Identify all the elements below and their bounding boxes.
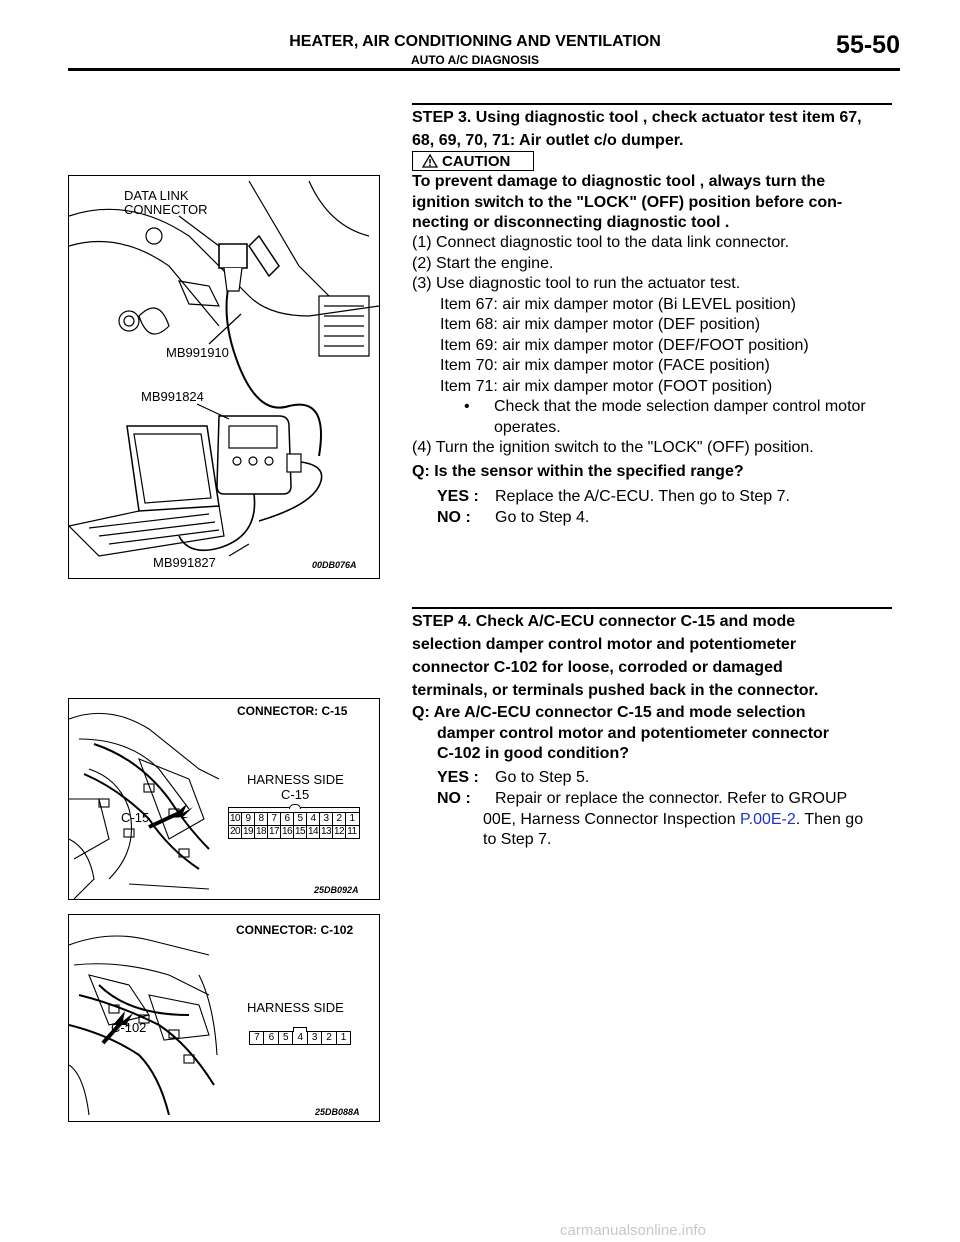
connector-pin: 3 <box>308 1032 322 1044</box>
actuator-item: Item 68: air mix damper motor (DEF position) <box>440 316 761 333</box>
connector-pin: 2 <box>322 1032 336 1044</box>
connector-c15-figure <box>68 698 380 900</box>
connector-pin: 7 <box>268 813 281 825</box>
connector-c102-figure <box>68 914 380 1122</box>
connector-pin: 14 <box>307 826 319 837</box>
no-text: 00E, Harness Connector Inspection <box>483 810 741 828</box>
pin-row <box>228 812 360 825</box>
connector-pin: 15 <box>294 826 306 837</box>
c15-pointer-label: C-15 <box>121 810 150 825</box>
step4-heading-line: STEP 4. Check A/C-ECU connector C-15 and mode <box>412 613 796 630</box>
harness-c15-illustration <box>69 699 219 899</box>
page-number: 55-50 <box>836 31 900 59</box>
c102-pin-grid <box>249 1027 351 1045</box>
figure-code: 25DB088A <box>315 1107 360 1117</box>
connector-c102-title: CONNECTOR: C-102 <box>236 923 354 937</box>
step3-heading <box>412 106 896 152</box>
connector-pin: 6 <box>281 813 294 825</box>
connector-pin: 8 <box>255 813 268 825</box>
actuator-item: Item 67: air mix damper motor (Bi LEVEL position) <box>440 295 796 313</box>
procedure-item: (3) Use diagnostic tool to run the actuator test. <box>412 275 741 292</box>
harness-c102-illustration <box>69 915 219 1121</box>
caution-line: To prevent damage to diagnostic tool , always turn the <box>412 173 826 190</box>
pin-row <box>249 1031 351 1045</box>
caution-label: CAUTION <box>442 152 511 170</box>
c15-pin-grid <box>228 807 360 839</box>
harness-side-label: HARNESS SIDE <box>247 772 344 787</box>
warning-triangle-icon <box>422 154 438 168</box>
figure-code: 25DB092A <box>314 885 359 895</box>
no-text: Go to Step 4. <box>495 509 590 526</box>
label-text: CONNECTOR <box>124 202 208 217</box>
reference-link[interactable]: P.00E-2 <box>740 810 796 828</box>
watermark: carmanualsonline.info <box>560 1222 706 1239</box>
question-line: Q: Are A/C-ECU connector C-15 and mode selection <box>412 704 806 721</box>
connector-pin: 5 <box>294 813 307 825</box>
connector-pin: 4 <box>293 1032 307 1044</box>
step4-yes-answer <box>437 768 897 789</box>
step4-heading-line: terminals, or terminals pushed back in the connector. <box>412 682 819 699</box>
label-mb991827: MB991827 <box>153 555 216 570</box>
connector-key <box>228 807 360 812</box>
no-label: NO : <box>437 790 471 807</box>
connector-key <box>249 1027 351 1031</box>
actuator-item: Item 70: air mix damper motor (FACE position) <box>440 357 770 374</box>
connector-pin: 6 <box>264 1032 278 1044</box>
step3-heading-line: STEP 3. Using diagnostic tool , check actuator test item 67, <box>412 109 862 126</box>
connector-pin: 3 <box>320 813 333 825</box>
step3-rule <box>412 103 892 105</box>
connector-pin: 2 <box>333 813 346 825</box>
connector-pin: 19 <box>242 826 254 837</box>
bullet-text: Check that the mode selection damper control motor <box>494 398 866 415</box>
actuator-item: Item 71: air mix damper motor (FOOT position) <box>440 377 773 395</box>
caution-text <box>412 172 896 234</box>
header-rule <box>68 68 900 71</box>
caution-line: necting or disconnecting diagnostic tool . <box>412 214 730 231</box>
procedure-item: (1) Connect diagnostic tool to the data link connector. <box>412 234 790 251</box>
yes-label: YES : <box>437 488 479 505</box>
procedure-item: (4) Turn the ignition switch to the "LOCK" (OFF) position. <box>412 439 814 456</box>
step3-heading-line: 68, 69, 70, 71: Air outlet c/o dumper. <box>412 132 684 149</box>
step3-yes-answer <box>437 487 897 508</box>
connector-pin: 13 <box>320 826 332 837</box>
label-mb991910: MB991910 <box>166 345 229 360</box>
figure-code: 00DB076A <box>312 560 357 570</box>
step4-no-answer <box>437 789 897 851</box>
step3-no-answer <box>437 508 897 529</box>
no-text: . Then go <box>795 810 864 828</box>
procedure-item: (2) Start the engine. <box>412 254 554 272</box>
no-text: to Step 7. <box>483 831 552 848</box>
step4-heading <box>412 610 896 702</box>
caution-line: ignition switch to the "LOCK" (OFF) position before con- <box>412 193 843 211</box>
diagnostic-tool-figure <box>68 175 380 579</box>
caution-box <box>412 151 534 171</box>
connector-pin: 7 <box>250 1032 264 1044</box>
section-title: HEATER, AIR CONDITIONING AND VENTILATION <box>289 33 661 50</box>
step3-question: Q: Is the sensor within the specified range? <box>412 463 744 480</box>
step4-question <box>412 703 896 765</box>
question-line: C-102 in good condition? <box>437 745 629 762</box>
connector-pin: 20 <box>229 826 241 837</box>
yes-text: Replace the A/C-ECU. Then go to Step 7. <box>495 488 790 505</box>
step4-heading-line: connector C-102 for loose, corroded or damaged <box>412 659 783 676</box>
bullet-icon: • <box>464 398 470 415</box>
no-label: NO : <box>437 509 471 526</box>
connector-pin: 18 <box>255 826 267 837</box>
no-text: Repair or replace the connector. Refer to GROUP <box>495 790 848 807</box>
connector-pin: 4 <box>307 813 320 825</box>
bullet-text: operates. <box>494 418 561 436</box>
connector-pin: 5 <box>279 1032 293 1044</box>
connector-pin: 11 <box>347 826 357 837</box>
label-mb991824: MB991824 <box>141 389 204 404</box>
yes-label: YES : <box>437 769 479 786</box>
connector-pin: 16 <box>281 826 293 837</box>
connector-name-label: C-15 <box>281 787 310 802</box>
yes-text: Go to Step 5. <box>495 769 590 786</box>
pin-row <box>228 825 360 839</box>
label-data-link <box>124 189 208 217</box>
diagnostic-tool-illustration <box>69 176 379 578</box>
c102-pointer-label: C-102 <box>111 1020 147 1035</box>
connector-pin: 9 <box>242 813 255 825</box>
connector-c15-title: CONNECTOR: C-15 <box>237 704 348 718</box>
step4-heading-line: selection damper control motor and potentiometer <box>412 636 797 653</box>
connector-pin: 1 <box>349 813 355 824</box>
connector-pin: 1 <box>340 1032 346 1043</box>
label-text: DATA LINK <box>124 188 189 203</box>
question-line: damper control motor and potentiometer connector <box>437 724 830 742</box>
step4-rule <box>412 607 892 609</box>
step3-procedure <box>412 233 896 459</box>
connector-pin: 17 <box>268 826 280 837</box>
connector-pin: 12 <box>333 826 345 837</box>
actuator-item: Item 69: air mix damper motor (DEF/FOOT position) <box>440 336 809 354</box>
harness-side-label: HARNESS SIDE <box>247 1000 344 1015</box>
connector-pin: 10 <box>229 813 241 824</box>
section-subtitle: AUTO A/C DIAGNOSIS <box>410 53 539 67</box>
